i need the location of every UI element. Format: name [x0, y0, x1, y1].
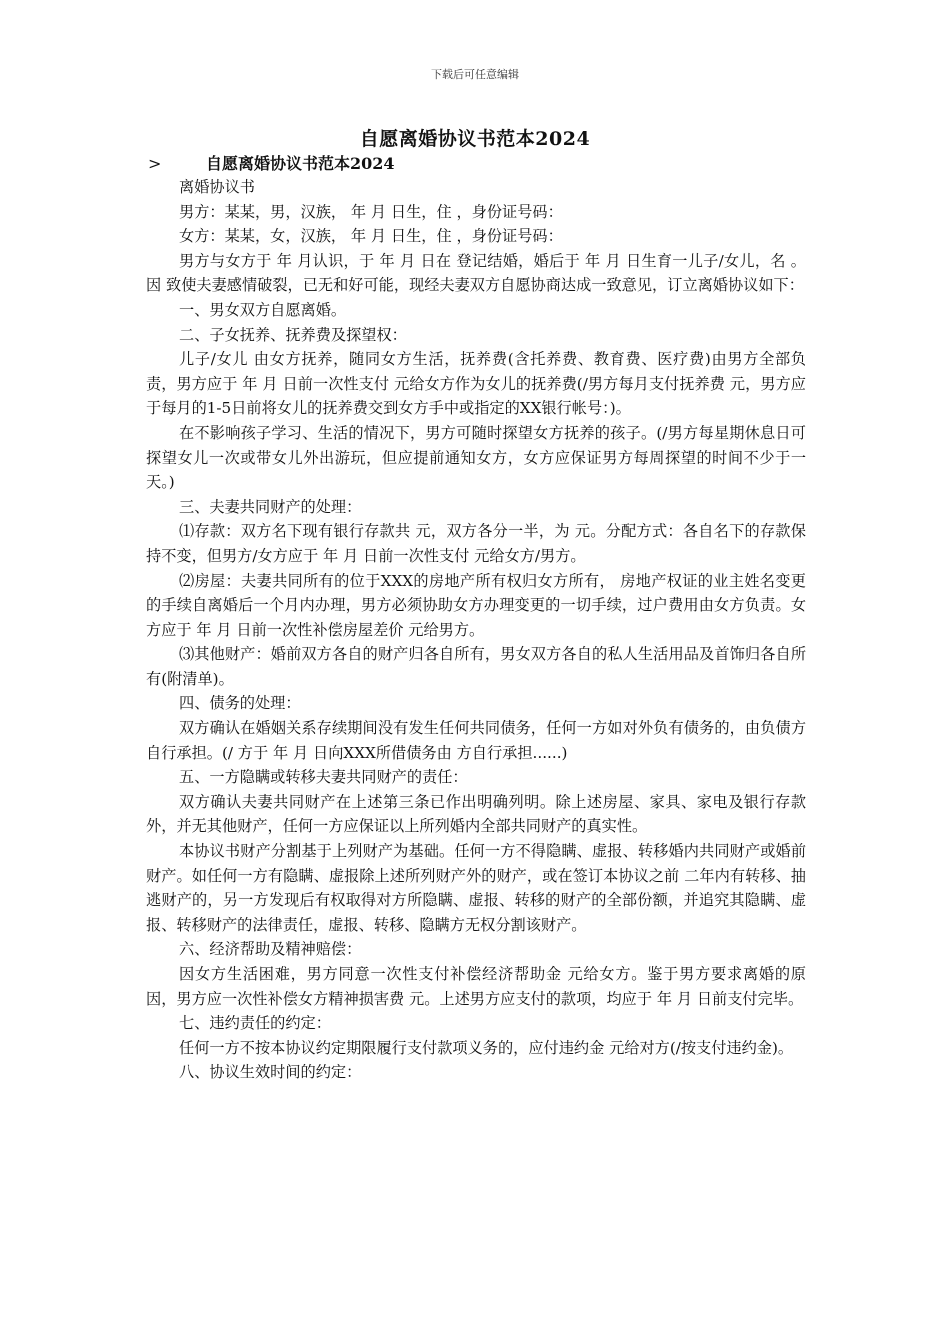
paragraph: 本协议书财产分割基于上列财产为基础。任何一方不得隐瞒、虚报、转移婚内共同财产或婚前财产。如任何一方有隐瞒、虚报除上述所列财产外的财产，或在签订本协议之前 二年内有转移、抽逃财产的，另一方发现后有权取得对方所隐瞒、虚报、转移的财产的全部份额，并追究其隐瞒、虚报、转移财产的法律责任，虚报、转移、隐瞒方无权分割该财产。 — [146, 842, 806, 934]
paragraph: 男方：某某，男，汉族， 年 月 日生，住 ，身份证号码： — [179, 202, 563, 221]
paragraph: 任何一方不按本协议约定期限履行支付款项义务的，应付违约金 元给对方(/按支付违约金)。 — [179, 1038, 794, 1057]
paragraph: ⑴存款：双方名下现有银行存款共 元，双方各分一半，为 元。分配方式：各自名下的存款保持不变，但男方/女方应于 年 月 日前一次性支付 元给女方/男方。 — [146, 522, 806, 565]
paragraph: ⑵房屋：夫妻共同所有的位于XXX的房地产所有权归女方所有， 房地产权证的业主姓名变更的手续自离婚后一个月内办理，男方必须协助女方办理变更的一切手续，过户费用由女方负责。女方应于 年 月 日前一次性补偿房屋差价 元给男方。 — [146, 571, 806, 639]
document-subtitle — [148, 151, 808, 174]
header-note: 下载后可任意编辑 — [431, 68, 519, 81]
paragraph: 四、债务的处理： — [179, 694, 301, 713]
document-body — [146, 175, 806, 1085]
paragraph: 儿子/女儿 由女方抚养，随同女方生活，抚养费(含托养费、教育费、医疗费)由男方全部负责，男方应于 年 月 日前一次性支付 元给女方作为女儿的抚养费(/男方每月支付抚养费 元，男方应于每月的1-5日前将女儿的抚养费交到女方手中或指定的XX银行帐号：)。 — [146, 350, 806, 418]
document-title: 自愿离婚协议书范本2024 — [359, 128, 591, 150]
paragraph: 二、子女抚养、抚养费及探望权： — [179, 325, 407, 344]
paragraph: 六、经济帮助及精神赔偿： — [179, 940, 362, 959]
paragraph: 双方确认在婚姻关系存续期间没有发生任何共同债务，任何一方如对外负有债务的，由负债方自行承担。(/ 方于 年 月 日向XXX所借债务由 方自行承担......) — [146, 719, 806, 762]
paragraph: 因女方生活困难，男方同意一次性支付补偿经济帮助金 元给女方。鉴于男方要求离婚的原因，男方应一次性补偿女方精神损害费 元。上述男方应支付的款项，均应于 年 月 日前支付完毕。 — [146, 965, 806, 1008]
subtitle-text: 自愿离婚协议书范本2024 — [206, 154, 395, 173]
paragraph: 离婚协议书 — [179, 178, 255, 196]
paragraph: 男方与女方于 年 月认识，于 年 月 日在 登记结婚，婚后于 年 月 日生育一儿子/女儿，名 。因 致使夫妻感情破裂，已无和好可能，现经夫妻双方自愿协商达成一致意见，订立离婚协议如下： — [146, 251, 806, 295]
paragraph: 三、夫妻共同财产的处理： — [179, 497, 362, 516]
paragraph: 五、一方隐瞒或转移夫妻共同财产的责任： — [179, 768, 468, 787]
paragraph: 七、违约责任的约定： — [179, 1014, 331, 1033]
paragraph: 女方：某某，女，汉族， 年 月 日生，住 ，身份证号码： — [179, 227, 563, 246]
paragraph: 八、协议生效时间的约定： — [179, 1063, 362, 1082]
paragraph: 一、男女双方自愿离婚。 — [179, 300, 347, 319]
paragraph: 双方确认夫妻共同财产在上述第三条已作出明确列明。除上述房屋、家具、家电及银行存款外，并无其他财产，任何一方应保证以上所列婚内全部共同财产的真实性。 — [146, 792, 806, 836]
bullet-arrow-icon: > — [148, 154, 162, 173]
paragraph: 在不影响孩子学习、生活的情况下，男方可随时探望女方抚养的孩子。(/男方每星期休息日可探望女儿一次或带女儿外出游玩，但应提前通知女方，女方应保证男方每周探望的时间不少于一天。) — [146, 423, 806, 492]
paragraph: ⑶其他财产：婚前双方各自的财产归各自所有，男女双方各自的私人生活用品及首饰归各自所有(附清单)。 — [146, 645, 806, 688]
